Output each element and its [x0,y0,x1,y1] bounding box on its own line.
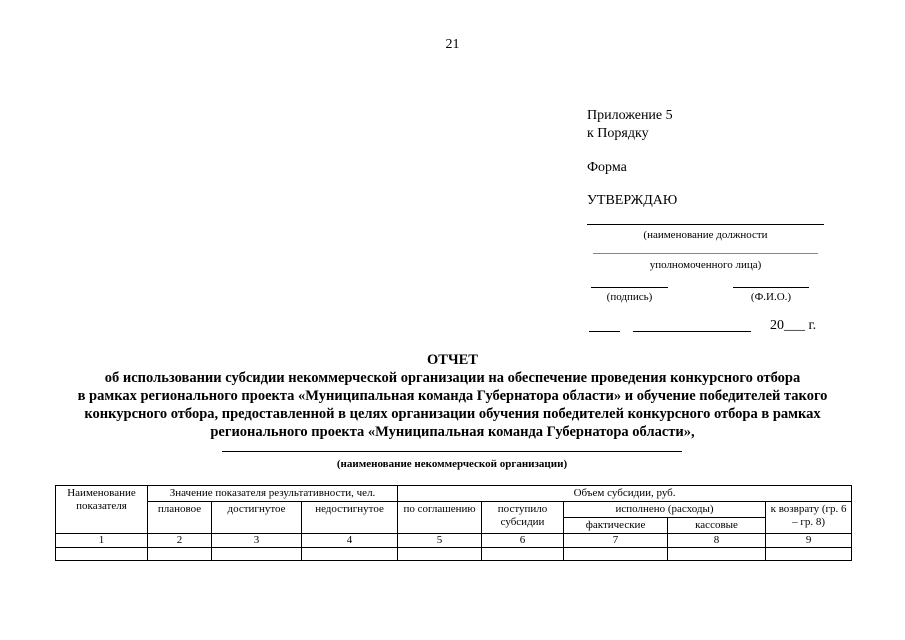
header-indicator-value: Значение показателя результативности, чел. [148,486,398,502]
header-unachieved: недостигнутое [302,502,398,534]
name-caption: (Ф.И.О.) [750,291,792,303]
table-cell [212,548,302,561]
header-refund: к возврату (гр. 6 – гр. 8) [766,502,852,534]
report-heading [0,351,905,441]
table-cell [564,548,668,561]
position-line-2 [593,253,818,254]
column-number: 5 [398,534,482,548]
signature-line [591,287,668,288]
column-number: 7 [564,534,668,548]
approval-title: УТВЕРЖДАЮ [587,193,678,208]
org-caption: (наименование некоммерческой организации) [336,458,568,470]
table-cell [148,548,212,561]
org-name-line [222,451,682,452]
signature-caption: (подпись) [606,291,653,303]
appendix-header [587,107,673,143]
header-subsidy-volume: Объем субсидии, руб. [398,486,852,502]
appendix-line-1: Приложение 5 [587,108,673,123]
header-spent: исполнено (расходы) [564,502,766,518]
header-indicator-name: Наименование показателя [56,486,148,534]
column-number: 3 [212,534,302,548]
appendix-line-2: к Порядку [587,126,649,141]
table-cell [398,548,482,561]
header-actual: фактические [564,518,668,534]
position-line-1 [587,224,824,225]
report-line-4: регионального проекта «Муниципальная команда Губернатора области», [210,424,695,440]
position-caption-2: уполномоченного лица) [649,259,762,271]
table-cell [668,548,766,561]
header-received: поступило субсидии [482,502,564,534]
column-number: 1 [56,534,148,548]
position-caption-1: (наименование должности [643,229,768,241]
column-number: 8 [668,534,766,548]
date-year: 20___ г. [770,318,817,333]
report-line-1: об использовании субсидии некоммерческой организации на обеспечение проведения конкурсного отбора [104,370,801,386]
table-cell [56,548,148,561]
column-number: 4 [302,534,398,548]
table-cell [302,548,398,561]
header-planned: плановое [148,502,212,534]
column-number: 9 [766,534,852,548]
report-title: ОТЧЕТ [427,352,478,368]
column-number: 2 [148,534,212,548]
column-number: 6 [482,534,564,548]
report-table [55,485,852,561]
header-achieved: достигнутое [212,502,302,534]
name-line [733,287,809,288]
page-number: 21 [445,37,460,52]
report-line-3: конкурсного отбора, предоставленной в целях организации обучения победителей конкурсного отбора в рамках [84,406,821,422]
table-cell [766,548,852,561]
date-month-line [633,331,751,332]
date-day-line [589,331,620,332]
form-label: Форма [587,160,627,175]
header-cash: кассовые [668,518,766,534]
report-line-2: в рамках регионального проекта «Муниципальная команда Губернатора области» и обучение победителей такого [77,388,828,404]
header-by-agreement: по соглашению [398,502,482,534]
table-cell [482,548,564,561]
